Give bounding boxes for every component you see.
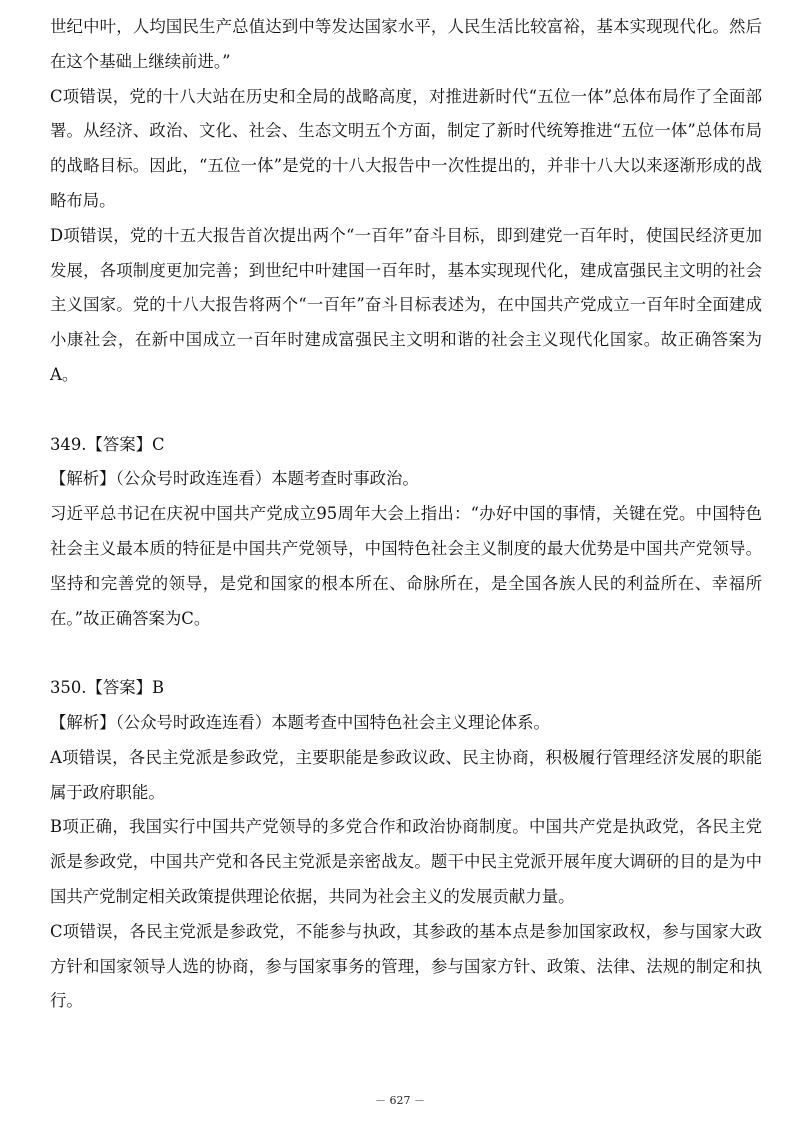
paragraph-option-d: D项错误，党的十五大报告首次提出两个“一百年”奋斗目标，即到建党一百年时，使国民经济更加发展，各项制度更加完善；到世纪中叶建国一百年时，基本实现现代化，建成富强民主文明的社会主义国家。党的十八大报告将两个“一百年”奋斗目标表述为，在中国共产党成立一百年时全面建成小康社会，在新中国成立一百年时建成富强民主文明和谐的社会主义现代化国家。故正确答案为A。 xyxy=(50,225,762,384)
question-350-option-b: B项正确，我国实行中国共产党领导的多党合作和政治协商制度。中国共产党是执政党，各民主党派是参政党，中国共产党和各民主党派是亲密战友。题干中民主党派开展年度大调研的目的是为中国共产党制定相关政策提供理论依据，共同为社会主义的发展贡献力量。 xyxy=(50,817,762,906)
paragraph-continuation: 世纪中叶，人均国民生产总值达到中等发达国家水平，人民生活比较富裕，基本实现现代化。然后在这个基础上继续前进。” xyxy=(50,17,762,71)
question-349-body: 习近平总书记在庆祝中国共产党成立95周年大会上指出：“办好中国的事情，关键在党。中国特色社会主义最本质的特征是中国共产党领导，中国特色社会主义制度的最大优势是中国共产党领导。坚持和完善党的领导，是党和国家的根本所在、命脉所在，是全国各族人民的利益所在、幸福所在。”故正确答案为C。 xyxy=(50,504,762,628)
question-350-answer: 350.【答案】B xyxy=(50,678,165,698)
page-number: － 627 － xyxy=(375,1094,425,1107)
question-349-answer: 349.【答案】C xyxy=(50,434,165,454)
paragraph-option-c: C项错误，党的十八大站在历史和全局的战略高度，对推进新时代“五位一体”总体布局作了全面部署。从经济、政治、文化、社会、生态文明五个方面，制定了新时代统筹推进“五位一体”总体布局的战略目标。因此，“五位一体”是党的十八大报告中一次性提出的，并非十八大以来逐渐形成的战略布局。 xyxy=(50,86,762,210)
section-gap xyxy=(50,393,762,428)
section-gap xyxy=(50,636,762,671)
question-350-analysis: 【解析】（公众号时政连连看）本题考查中国特色社会主义理论体系。 xyxy=(50,712,550,732)
question-350-option-c: C项错误，各民主党派是参政党，不能参与执政，其参政的基本点是参加国家政权，参与国家大政方针和国家领导人选的协商，参与国家事务的管理，参与国家方针、政策、法律、法规的制定和执行。 xyxy=(50,921,762,1011)
question-350-option-a: A项错误，各民主党派是参政党，主要职能是参政议政、民主协商，积极履行管理经济发展的职能属于政府职能。 xyxy=(50,747,762,802)
document-body xyxy=(50,10,762,1019)
question-349-analysis: 【解析】（公众号时政连连看）本题考查时事政治。 xyxy=(50,469,419,489)
